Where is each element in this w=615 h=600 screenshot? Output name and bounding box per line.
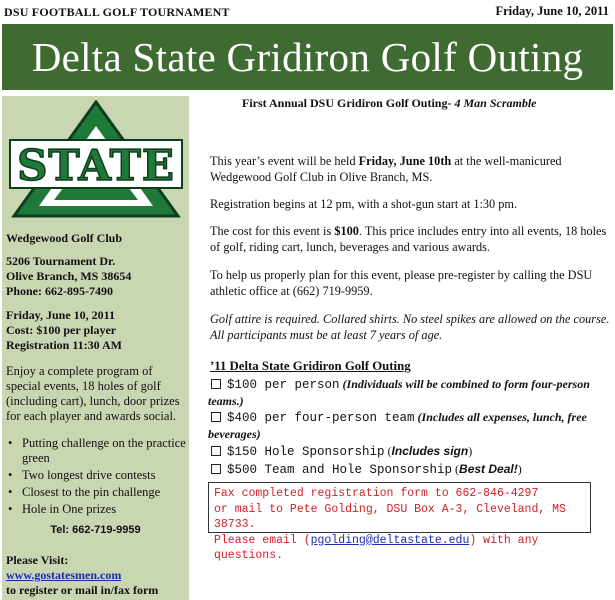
fax-instructions-box	[208, 482, 591, 562]
title-banner	[2, 24, 613, 90]
venue-name: Wedgewood Golf Club	[6, 231, 123, 245]
venue-phone: Phone: 662-895-7490	[6, 284, 113, 298]
list-item: • Putting challenge on the practice green	[8, 436, 186, 466]
venue-address-2: Olive Branch, MS 38654	[6, 269, 132, 283]
option-note: (Individuals will be combined to form four-person teams.)	[208, 377, 590, 408]
attire-text: Golf attire is required. Collared shirts. No steel spikes are allowed on the course. All participants must be at least 7 years of age.	[210, 312, 610, 342]
sidebar	[2, 96, 189, 600]
website-link[interactable]: www.gostatesmen.com	[6, 568, 122, 582]
intro-text: This year’s event will be held	[210, 154, 359, 168]
venue-address-1: 5206 Tournament Dr.	[6, 254, 116, 268]
event-description: Enjoy a complete program of special events, 18 holes of golf (including cart), lunch, door prizes for each player and awards social.	[6, 364, 180, 423]
page-title: Delta State Gridiron Golf Outing	[31, 34, 584, 80]
option-note: Best Deal!	[459, 462, 518, 476]
preregister-text: To help us properly plan for this event, please pre-register by calling the DSU athletic office at (662) 719-9959.	[210, 268, 593, 298]
cost-details: . This price includes entry into all events, 18 holes of golf, riding cart, lunch, beverages and various awards.	[210, 224, 607, 254]
checkbox-team[interactable]	[211, 412, 221, 422]
visit-footer: to register or mail in/fax form	[6, 583, 159, 597]
mail-line: or mail to Pete Golding, DSU Box A-3, Cleveland, MS 38733.	[214, 502, 566, 531]
top-bar	[0, 0, 615, 22]
event-date: Friday, June 10, 2011	[6, 308, 116, 322]
fax-line: Fax completed registration form to 662-846-4297	[214, 487, 539, 500]
event-cost: Cost: $100 per player	[6, 323, 117, 337]
option-team-hole-sponsor: $500 Team and Hole Sponsorship (Best Deal!)	[208, 461, 608, 478]
email-link[interactable]: pgolding@deltastate.edu	[310, 533, 470, 547]
activities-list	[8, 436, 186, 519]
sidebar-tel: Tel: 662-719-9959	[50, 524, 141, 536]
option-hole-sponsor: $150 Hole Sponsorship (Includes sign)	[208, 443, 608, 460]
main-title-format: 4 Man Scramble	[451, 96, 537, 110]
event-registration: Registration 11:30 AM	[6, 338, 122, 352]
header-title: DSU FOOTBALL GOLF TOURNAMENT	[4, 5, 230, 19]
email-prefix: Please email (	[214, 533, 311, 547]
state-triangle-logo	[8, 100, 184, 224]
option-label: $500 Team and Hole Sponsorship	[227, 463, 453, 477]
option-label: $150 Hole Sponsorship	[227, 445, 385, 459]
event-info	[6, 308, 122, 353]
registration-text: Registration begins at 12 pm, with a shot-gun start at 1:30 pm.	[210, 197, 518, 211]
option-note: Includes sign	[391, 444, 469, 458]
visit-block	[6, 553, 158, 598]
cost-amount: $100	[334, 224, 359, 238]
email-suffix: ) with any questions.	[214, 533, 539, 562]
event-intro	[210, 154, 610, 185]
logo-text: STATE	[17, 141, 175, 190]
list-item: • Closest to the pin challenge	[8, 485, 186, 500]
form-title: ’11 Delta State Gridiron Golf Outing	[210, 359, 411, 373]
option-label: $100 per person	[227, 378, 340, 392]
venue-info	[6, 231, 131, 299]
main-title	[242, 96, 537, 111]
list-item: • Two longest drive contests	[8, 468, 186, 483]
list-item: • Hole in One prizes	[8, 502, 186, 517]
header-date: Friday, June 10, 2011	[495, 4, 609, 18]
checkbox-hole-sponsor[interactable]	[211, 446, 221, 456]
main-title-text: First Annual DSU Gridiron Golf Outing-	[242, 96, 452, 110]
option-note: (Includes all expenses, lunch, free beverages)	[208, 410, 587, 441]
intro-date: Friday, June 10th	[358, 154, 452, 168]
option-team	[208, 409, 608, 442]
option-per-person	[208, 376, 608, 409]
cost-intro: The cost for this event is	[210, 224, 335, 238]
checkbox-team-hole-sponsor[interactable]	[211, 464, 221, 474]
visit-label: Please Visit:	[6, 553, 69, 567]
checkbox-per-person[interactable]	[211, 379, 221, 389]
intro-location: at the well-manicured Wedgewood Golf Club in Olive Branch, MS.	[210, 154, 562, 184]
option-label: $400 per four-person team	[227, 411, 415, 425]
email-line	[214, 533, 590, 564]
cost-text	[210, 224, 610, 255]
